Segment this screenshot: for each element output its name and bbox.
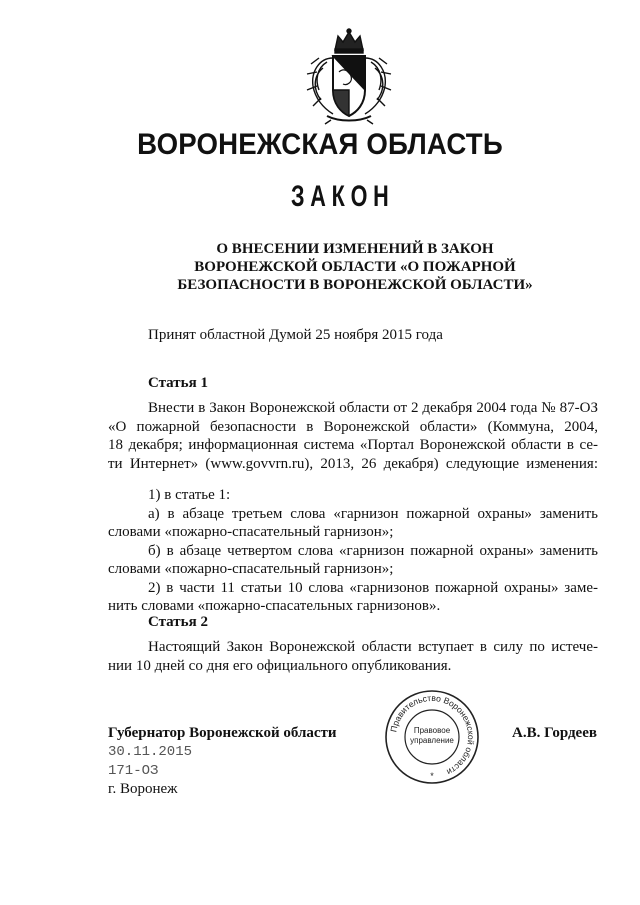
text-line: словами «пожарно-спасательный гарнизон»; bbox=[108, 561, 394, 577]
text-line: 18 декабря; информационная система «Портал Воронежской области в се- bbox=[108, 437, 598, 453]
law-title bbox=[140, 240, 570, 294]
adoption-note: Принят областной Думой 25 ноября 2015 года bbox=[148, 327, 443, 343]
signatory-position: Губернатор Воронежской области bbox=[108, 725, 337, 741]
article-2-text bbox=[108, 638, 598, 675]
text-line: словами «пожарно-спасательный гарнизон»; bbox=[108, 524, 394, 540]
signatory-name: А.В. Гордеев bbox=[512, 725, 597, 741]
article-1-changes bbox=[108, 486, 598, 616]
law-title-line: ВОРОНЕЖСКОЙ ОБЛАСТИ «О ПОЖАРНОЙ bbox=[194, 259, 516, 275]
text-line: б) в абзаце четвертом слова «гарнизон пожарной охраны» заменить bbox=[148, 542, 598, 559]
coat-of-arms-icon bbox=[305, 28, 393, 126]
official-seal-icon bbox=[384, 689, 480, 785]
text-line: «О пожарной безопасности в Воронежской области» (Коммуна, 2004, bbox=[108, 418, 598, 435]
text-line: а) в абзаце третьем слова «гарнизон пожарной охраны» заменить bbox=[148, 505, 598, 522]
text-line: нии 10 дней со дня его официального опубликования. bbox=[108, 657, 452, 674]
text-line: нить словами «пожарно-спасательных гарнизонов». bbox=[108, 598, 441, 614]
law-title-line: О ВНЕСЕНИИ ИЗМЕНЕНИЙ В ЗАКОН bbox=[216, 241, 494, 257]
seal-inner-line: управление bbox=[410, 736, 454, 745]
seal-star: * bbox=[430, 771, 434, 781]
seal-outer-text: Правительство Воронежской области bbox=[388, 692, 477, 778]
signing-date: 30.11.2015 bbox=[108, 744, 193, 760]
law-title-line: БЕЗОПАСНОСТИ В ВОРОНЕЖСКОЙ ОБЛАСТИ» bbox=[177, 277, 533, 293]
text-line: Настоящий Закон Воронежской области вступает в силу по истече- bbox=[148, 639, 598, 655]
region-title: ВОРОНЕЖСКАЯ ОБЛАСТЬ bbox=[137, 128, 503, 161]
article-2-heading: Статья 2 bbox=[148, 614, 208, 630]
text-line: 1) в статье 1: bbox=[148, 487, 231, 503]
text-line: Внести в Закон Воронежской области от 2 декабря 2004 года № 87-ОЗ bbox=[148, 400, 598, 416]
document-type: ЗАКОН bbox=[290, 180, 395, 213]
signing-city: г. Воронеж bbox=[108, 781, 178, 797]
text-line: 2) в части 11 статьи 10 слова «гарнизонов пожарной охраны» заме- bbox=[148, 579, 598, 596]
article-1-intro bbox=[108, 399, 598, 473]
seal-inner-line: Правовое bbox=[413, 726, 451, 735]
article-1-heading: Статья 1 bbox=[148, 375, 208, 391]
text-line: ти Интернет» (www.govvrn.ru), 2013, 26 декабря) следующие изменения: bbox=[108, 455, 598, 472]
law-number: 171-ОЗ bbox=[108, 763, 159, 779]
